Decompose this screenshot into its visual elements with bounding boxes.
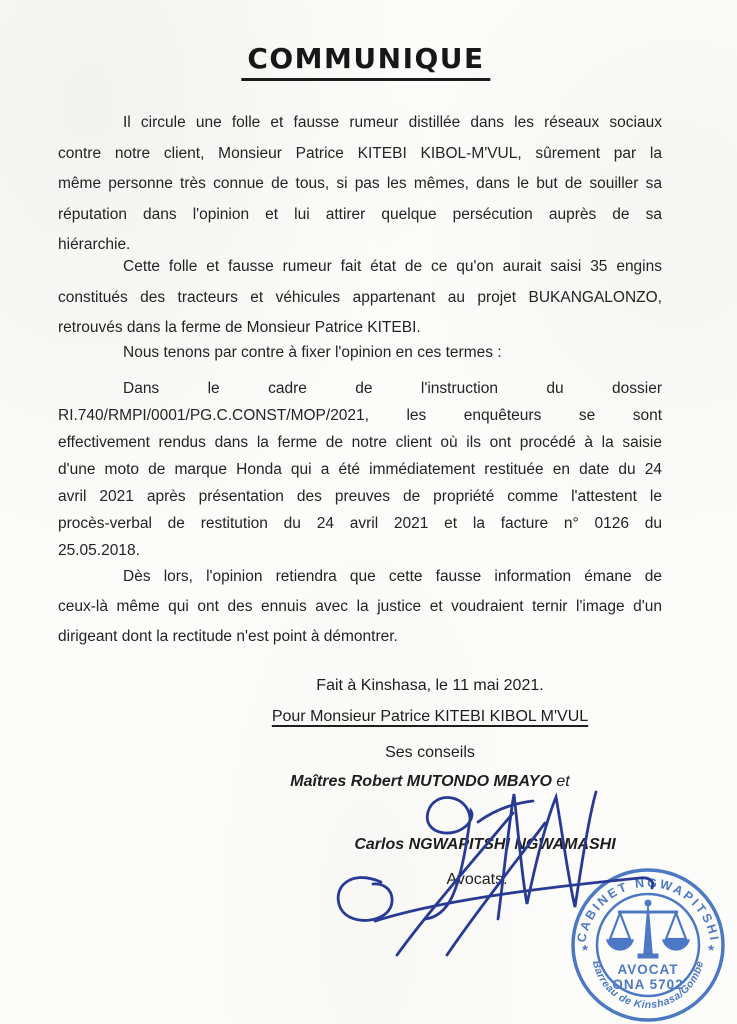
stamp-top-text: CABINET NGWAPITSHI xyxy=(574,875,722,944)
paragraph-line: contre notre client, Monsieur Patrice KITEBI KIBOL-M'VUL, sûrement par la xyxy=(58,144,662,162)
stamp-right-star: * xyxy=(708,942,714,959)
paragraph-line: 25.05.2018. xyxy=(58,542,140,559)
paragraph-4 xyxy=(58,375,662,564)
conjunction: et xyxy=(551,773,570,790)
paragraph-line: retrouvés dans la ferme de Monsieur Patrice KITEBI. xyxy=(58,319,421,336)
paragraph-line: procès-verbal de restitution du 24 avril 2021 et la facture n° 0126 du xyxy=(58,515,662,532)
stamp-role-text: AVOCAT xyxy=(617,962,679,977)
paragraph-line: Cette folle et fausse rumeur fait état de ce qu'on aurait saisi 35 engins xyxy=(123,258,662,275)
paragraph-line: avril 2021 après présentation des preuves de propriété comme l'attestent le xyxy=(58,488,662,505)
paragraph-line: Dès lors, l'opinion retiendra que cette fausse information émane de xyxy=(123,568,662,585)
handwritten-signature-ink xyxy=(318,778,663,960)
paragraph-line: effectivement rendus dans la ferme de notre client où ils ont procédé à la saisie xyxy=(58,434,662,451)
stamp-registration-number: ONA 5702 xyxy=(612,977,684,992)
paragraph-3 xyxy=(58,338,662,369)
paragraph-1 xyxy=(58,108,662,261)
date-place-line: Fait à Kinshasa, le 11 mai 2021. xyxy=(316,677,544,694)
paragraph-line: hiérarchie. xyxy=(58,236,131,253)
paragraph-5 xyxy=(58,562,662,652)
paragraph-line: Dans le cadre de l'instruction du dossier xyxy=(123,380,662,397)
role-line: Avocats. xyxy=(446,871,508,888)
paragraph-line: ceux-là même qui ont des ennuis avec la justice et voudraient ternir l'image d'un xyxy=(58,598,662,615)
lawyers-title: Maîtres xyxy=(290,773,351,790)
on-behalf-line: Pour Monsieur Patrice KITEBI KIBOL M'VUL xyxy=(271,708,589,725)
paragraph-line: même personne très connue de tous, si pas les mêmes, dans le but de souiller sa xyxy=(58,175,662,192)
paragraph-line: dirigeant dont la rectitude n'est point à démontrer. xyxy=(58,628,398,645)
paragraph-line: RI.740/RMPI/0001/PG.C.CONST/MOP/2021, les enquêteurs se sont xyxy=(58,407,662,424)
paragraph-line: réputation dans l'opinion et lui attirer quelque persécution auprès de sa xyxy=(58,205,662,223)
document-title: COMMUNIQUE xyxy=(241,42,490,81)
paragraph-line: constitués des tracteurs et véhicules appartenant au projet BUKANGALONZO, xyxy=(58,288,662,306)
lawyer-2-name: Carlos NGWAPITSHI NGWAMASHI xyxy=(354,836,616,853)
lawyer-1-name: Robert MUTONDO MBAYO xyxy=(350,773,552,790)
counsels-label: Ses conseils xyxy=(385,744,475,761)
stamp-left-star: * xyxy=(582,942,588,959)
stamp-bottom-text: Barreau de Kinshasa/Gombe xyxy=(589,959,707,1012)
paragraph-2 xyxy=(58,252,662,344)
paragraph-line: Il circule une folle et fausse rumeur distillée dans les réseaux sociaux xyxy=(123,114,662,131)
paragraph-line: Nous tenons par contre à fixer l'opinion en ces termes : xyxy=(123,344,502,361)
paragraph-line: d'une moto de marque Honda qui a été immédiatement restituée en date du 24 xyxy=(58,461,662,478)
